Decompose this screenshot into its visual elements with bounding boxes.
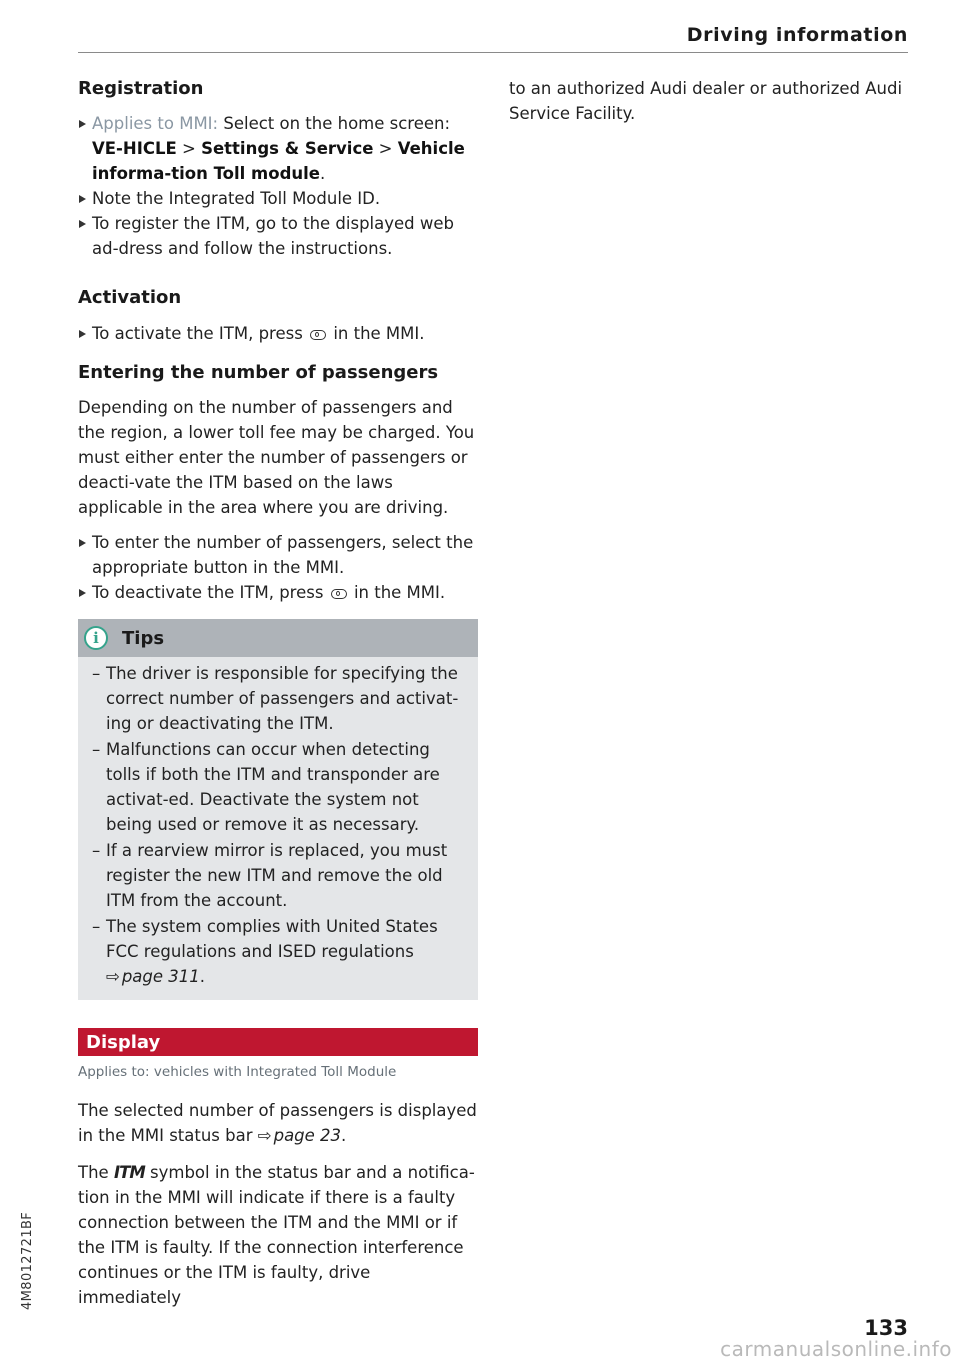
tips-header [78, 619, 478, 657]
applies-to-label: Applies to MMI: [92, 114, 219, 133]
step-text-end: in the MMI. [348, 583, 446, 602]
page-ref-arrow-icon: ⇨ [257, 1126, 272, 1145]
step-text: To deactivate the ITM, press [92, 583, 329, 602]
path-separator: > [373, 139, 398, 158]
page-reference-link[interactable]: page 311 [121, 967, 200, 986]
path-separator: > [176, 139, 202, 158]
watermark: carmanualsonline.info [720, 1337, 952, 1361]
paragraph-text: symbol in the status bar and a notifica-tion in the MMI will indicate if there is a faulty connection between the ITM and the MMI or if the ITM is faulty. If the connection interference continues or the ITM is faulty, drive immediately [78, 1163, 475, 1307]
tips-item-1: – The driver is responsible for specifying the correct number of passengers and activat-ing or deactivating the ITM. [92, 661, 464, 736]
registration-heading: Registration [78, 78, 204, 99]
menu-path-toll-module: Vehicle informa-tion Toll module [92, 139, 465, 183]
paragraph-text: The [78, 1163, 114, 1182]
tips-item-text: The system complies with United States FCC regulations and ISED regulations [106, 917, 438, 961]
mmi-button-icon [331, 589, 347, 599]
display-paragraph-1 [78, 1098, 478, 1148]
step-text: Select on the home screen: [218, 114, 451, 133]
registration-step-2: Note the Integrated Toll Module ID. [78, 186, 478, 211]
passengers-paragraph: Depending on the number of passengers and the region, a lower toll fee may be charged. You must either enter the number of passengers or deacti-vate the ITM based on the laws applicable in the area where you are driving. [78, 398, 475, 517]
tips-item-end: . [199, 967, 206, 986]
header-rule [78, 52, 908, 53]
registration-step-3: To register the ITM, go to the displayed web ad-dress and follow the instructions. [78, 211, 478, 261]
registration-step-1 [78, 111, 478, 186]
step-text-end: in the MMI. [328, 324, 425, 343]
display-section-heading: Display [78, 1028, 478, 1056]
passengers-step-2 [78, 580, 478, 605]
tips-item-3: – If a rearview mirror is replaced, you must register the new ITM and remove the old ITM from the account. [92, 838, 464, 913]
menu-path-vehicle: VE-HICLE [92, 139, 177, 158]
passengers-step-1: To enter the number of passengers, select the appropriate button in the MMI. [78, 530, 478, 580]
tips-item-4 [92, 914, 464, 989]
passengers-heading: Entering the number of passengers [78, 362, 439, 383]
step-text: To activate the ITM, press [92, 324, 309, 343]
mmi-button-icon [310, 330, 326, 340]
info-icon: i [84, 626, 108, 650]
display-applies-to: Applies to: vehicles with Integrated Toll Module [78, 1064, 397, 1080]
paragraph-end: . [341, 1126, 347, 1145]
activation-heading: Activation [78, 287, 182, 308]
display-paragraph-2 [78, 1160, 478, 1310]
paragraph-text: The selected number of passengers is displayed in the MMI status bar [78, 1101, 477, 1145]
menu-path-settings: Settings & Service [201, 139, 374, 158]
document-code: 4M8012721BF [20, 1211, 35, 1310]
itm-status-icon: ITM [113, 1163, 145, 1182]
tips-title: Tips [122, 627, 165, 649]
page-ref-arrow-icon: ⇨ [106, 967, 120, 986]
activation-step-1 [78, 321, 478, 346]
tips-box [78, 619, 478, 1000]
tips-list [78, 657, 478, 992]
step-text-end: . [320, 164, 326, 183]
continued-paragraph: to an authorized Audi dealer or authorized Audi Service Facility. [509, 79, 903, 123]
page-reference-link[interactable]: page 23 [273, 1126, 342, 1145]
running-header: Driving information [686, 24, 908, 46]
tips-item-2: – Malfunctions can occur when detecting tolls if both the ITM and transponder are activat-ed. Deactivate the system not being used or remove it as necessary. [92, 737, 464, 837]
page-number: 133 [864, 1316, 908, 1340]
right-column [509, 76, 909, 126]
left-column [78, 72, 478, 1310]
